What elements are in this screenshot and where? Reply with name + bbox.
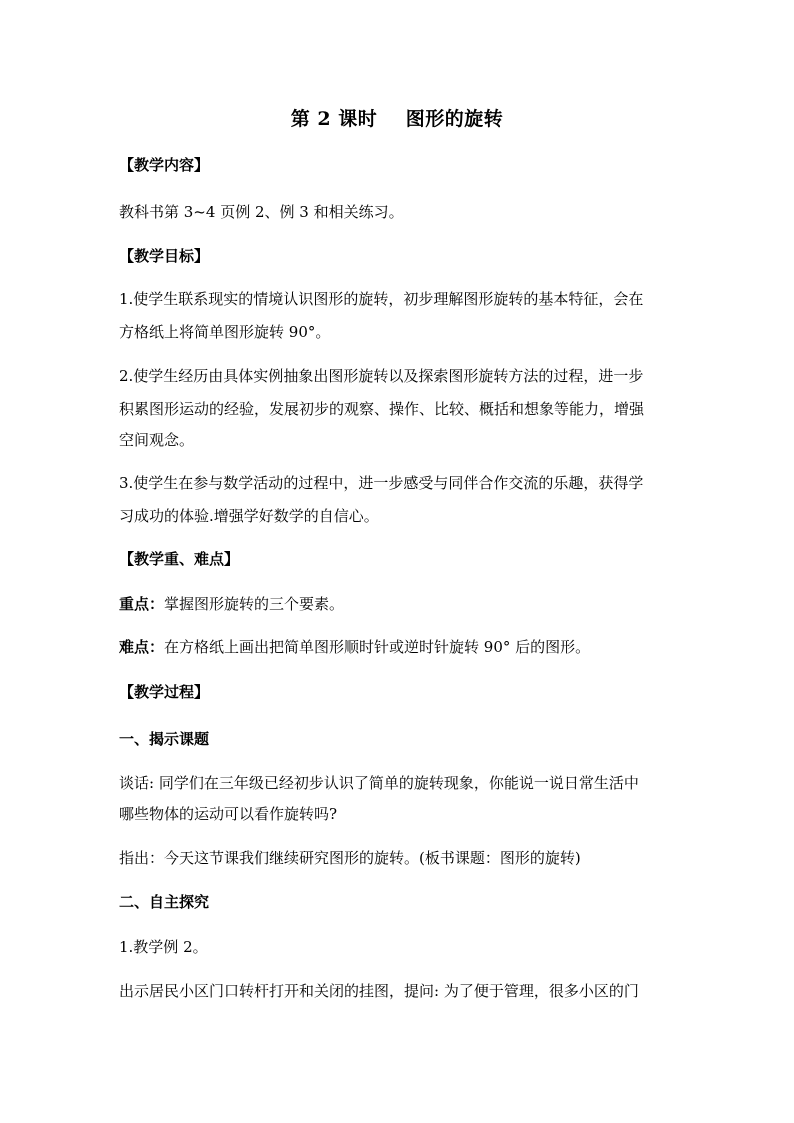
content-text: 教科书第 3~4 页例 2、例 3 和相关练习。 [119,203,404,221]
goal-1-line-1: 1.使学生联系现实的情境认识图形的旋转，初步理解图形旋转的基本特征，会在 [119,290,644,308]
goal-1-line-2: 方格纸上将简单图形旋转 90°。 [119,323,331,341]
process-heading: 【教学过程】 [119,683,210,701]
difficult-point-label: 难点： [119,638,165,656]
part-2-heading: 二、自主探究 [119,893,210,911]
difficult-point-text: 在方格纸上画出把简单图形顺时针或逆时针旋转 90° 后的图形。 [164,638,591,656]
show-picture-text: 出示居民小区门口转杆打开和关闭的挂图，提问: 为了便于管理，很多小区的门 [119,982,639,1000]
part-1-heading: 一、揭示课题 [119,730,210,748]
key-point [119,594,344,614]
difficult-point [119,637,590,657]
goal-2-line-2: 积累图形运动的经验，发展初步的观察、操作、比较、概括和想象等能力，增强 [119,400,645,418]
point-out-text: 指出：今天这节课我们继续研究图形的旋转。(板书课题：图形的旋转) [119,849,581,867]
goal-3-line-2: 习成功的体验.增强学好数学的自信心。 [119,507,379,525]
key-point-label: 重点： [119,595,165,613]
talk-line-1: 谈话: 同学们在三年级已经初步认识了简单的旋转现象，你能说一说日常生活中 [119,774,639,792]
goal-3-line-1: 3.使学生在参与数学活动的过程中，进一步感受与同伴合作交流的乐趣，获得学 [119,474,644,492]
example-2-text: 1.教学例 2。 [119,938,208,956]
content-heading: 【教学内容】 [119,156,210,174]
talk-line-2: 哪些物体的运动可以看作旋转吗? [119,805,338,823]
goal-2-line-1: 2.使学生经历由具体实例抽象出图形旋转以及探索图形旋转方法的过程，进一步 [119,367,644,385]
keypoints-heading: 【教学重、难点】 [119,550,240,568]
goals-heading: 【教学目标】 [119,247,210,265]
lesson-title: 第 2 课时 图形的旋转 [290,108,504,130]
goal-2-line-3: 空间观念。 [119,431,195,449]
key-point-text: 掌握图形旋转的三个要素。 [164,595,345,613]
